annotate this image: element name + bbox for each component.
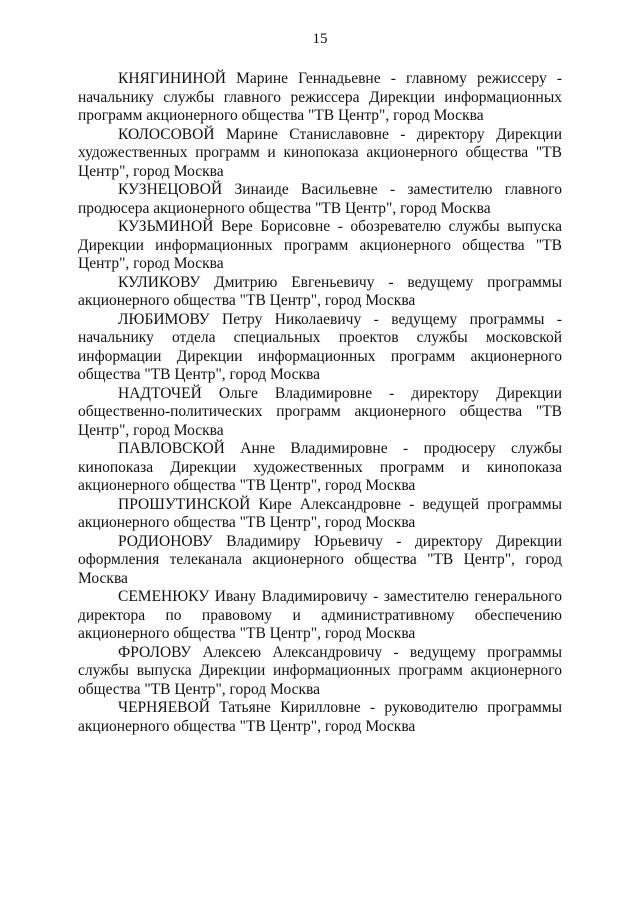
list-entry bbox=[78, 496, 562, 533]
entry-details: Кире Александровне - ведущей программы акционерного общества "ТВ Центр", город Москва bbox=[78, 495, 562, 531]
entry-surname: СЕМЕНЮКУ bbox=[118, 588, 210, 605]
entry-surname: КОЛОСОВОЙ bbox=[118, 125, 215, 143]
entry-surname: ПРОШУТИНСКОЙ bbox=[118, 495, 251, 513]
entry-details: Анне Владимировне - продюсеру службы кинопоказа Дирекции художественных программ и кинопоказа акционерного общества "ТВ Центр", город Москва bbox=[78, 440, 562, 494]
page-number: 15 bbox=[312, 31, 328, 47]
entry-surname: ПАВЛОВСКОЙ bbox=[118, 440, 225, 457]
list-entry bbox=[78, 70, 562, 126]
list-entry bbox=[78, 440, 562, 496]
entry-surname: КУЗЬМИНОЙ bbox=[118, 218, 214, 235]
entry-surname: РОДИОНОВУ bbox=[118, 532, 213, 550]
list-entry bbox=[78, 699, 562, 736]
entry-details: Дмитрию Евгеньевичу - ведущему программы акционерного общества "ТВ Центр", город Москва bbox=[78, 273, 562, 309]
entry-details: Ивану Владимировичу - заместителю генерального директора по правовому и административному обеспечению акционерного общества "ТВ Центр", город Москва bbox=[78, 588, 563, 642]
entry-surname: КНЯГИНИНОЙ bbox=[118, 70, 226, 87]
entry-details: Вере Борисовне - обозревателю службы выпуска Дирекции информационных программ акционерного общества "ТВ Центр", город Москва bbox=[78, 218, 562, 272]
entry-surname: КУЛИКОВУ bbox=[118, 273, 201, 291]
entry-details: Ольге Владимировне - директору Дирекции общественно-политических программ акционерного общества "ТВ Центр", город Москва bbox=[78, 384, 562, 439]
list-entry bbox=[78, 218, 562, 274]
list-entry bbox=[78, 385, 562, 441]
entry-details: Алексею Александровичу - ведущему программы службы выпуска Дирекции информационных программ акционерного общества "ТВ Центр", город Москва bbox=[78, 643, 562, 698]
entry-details: Марине Станиславовне - директору Дирекции художественных программ и кинопоказа акционерного общества "ТВ Центр", город Москва bbox=[78, 125, 562, 180]
entry-details: Татьяне Кирилловне - руководителю программы акционерного общества "ТВ Центр", город Москва bbox=[78, 699, 563, 735]
list-entry bbox=[78, 533, 562, 589]
entry-surname: ФРОЛОВУ bbox=[118, 643, 192, 661]
list-entry bbox=[78, 588, 562, 644]
entry-surname: КУЗНЕЦОВОЙ bbox=[118, 181, 223, 198]
entry-details: Зинаиде Васильевне - заместителю главного продюсера акционерного общества "ТВ Центр", город Москва bbox=[78, 181, 562, 217]
entry-details: Владимиру Юрьевичу - директору Дирекции оформления телеканала акционерного общества "ТВ Центр", город Москва bbox=[78, 532, 563, 587]
list-entry bbox=[78, 644, 562, 700]
entry-details: Петру Николаевичу - ведущему программы - начальнику отдела специальных проектов службы московской информации Дирекции информационных программ акционерного общества "ТВ Центр", город Москва bbox=[78, 310, 563, 383]
list-entry bbox=[78, 274, 562, 311]
entry-surname: ЛЮБИМОВУ bbox=[118, 310, 210, 328]
entry-surname: НАДТОЧЕЙ bbox=[118, 384, 202, 402]
list-entry bbox=[78, 126, 562, 182]
list-entry bbox=[78, 181, 562, 218]
award-list bbox=[78, 70, 562, 736]
entry-details: Марине Геннадьевне - главному режиссеру - начальнику службы главного режиссера Дирекции информационных программ акционерного общества "ТВ Центр", город Москва bbox=[78, 70, 563, 124]
list-entry bbox=[78, 311, 562, 385]
entry-surname: ЧЕРНЯЕВОЙ bbox=[118, 699, 210, 716]
